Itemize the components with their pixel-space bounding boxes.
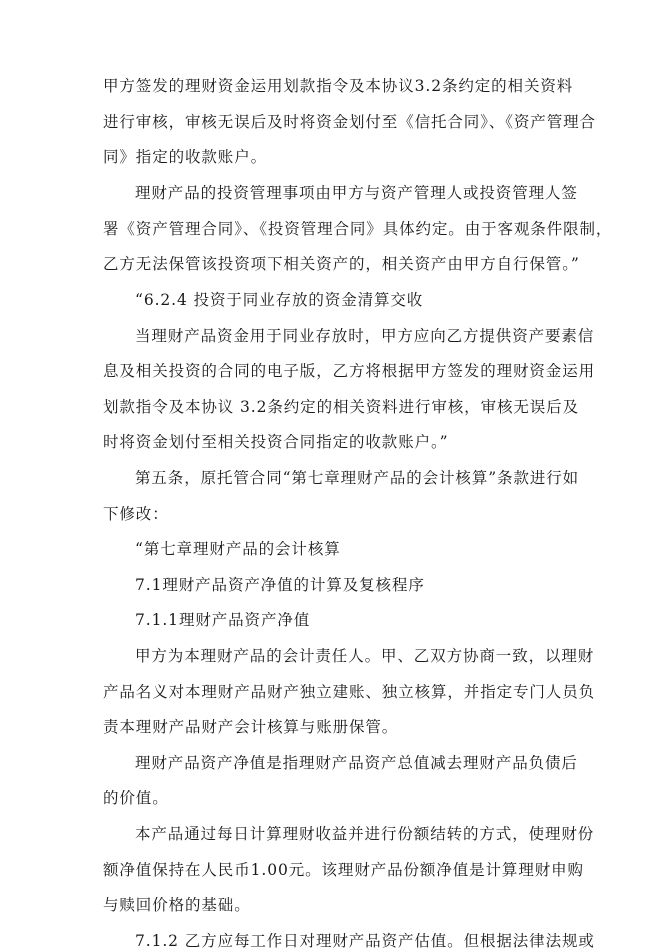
section-heading: “6.2.4 投资于同业存放的资金清算交收 — [135, 291, 424, 309]
text-line: 7.1.2 乙方应每工作日对理财产品资产估值。但根据法律法规或 — [135, 932, 595, 950]
text-line: 当理财产品资金用于同业存放时，甲方应向乙方提供资产要素信 — [135, 327, 595, 345]
text-line: 息及相关投资的合同的电子版，乙方将根据甲方签发的理财资金运用 — [103, 362, 596, 380]
text-line: 与赎回价格的基础。 — [103, 896, 251, 914]
text-line: 署《资产管理合同》、《投资管理合同》具体约定。由于客观条件限制， — [103, 220, 613, 238]
text-line: 责本理财产品财产会计核算与账册保管。 — [103, 718, 399, 736]
text-line: 乙方无法保管该投资项下相关资产的，相关资产由甲方自行保管。” — [103, 255, 580, 273]
text-line: 产品名义对本理财产品财产独立建账、独立核算，并指定专门人员负 — [103, 683, 596, 701]
section-heading: “第七章理财产品的会计核算 — [135, 540, 341, 558]
text-line: 理财产品的投资管理事项由甲方与资产管理人或投资管理人签 — [135, 184, 578, 202]
text-line: 第五条，原托管合同“第七章理财产品的会计核算”条款进行如 — [135, 469, 580, 487]
text-line: 划款指令及本协议 3.2条约定的相关资料进行审核，审核无误后及 — [103, 398, 579, 416]
text-line: 理财产品资产净值是指理财产品资产总值减去理财产品负债后 — [135, 754, 578, 772]
text-line: 下修改： — [103, 505, 169, 523]
text-line: 甲方签发的理财资金运用划款指令及本协议3.2条约定的相关资料 — [103, 77, 574, 95]
text-line: 本产品通过每日计算理财收益并进行份额结转的方式，使理财份 — [135, 825, 595, 843]
text-line: 进行审核，审核无误后及时将资金划付至《信托合同》、《资产管理合 — [103, 113, 596, 131]
section-heading: 7.1.1理财产品资产净值 — [135, 611, 311, 629]
text-line: 同》指定的收款账户。 — [103, 148, 268, 166]
text-line: 的价值。 — [103, 789, 169, 807]
section-heading: 7.1理财产品资产净值的计算及复核程序 — [135, 576, 425, 594]
text-line: 甲方为本理财产品的会计责任人。甲、乙双方协商一致，以理财 — [135, 647, 595, 665]
text-line: 时将资金划付至相关投资合同指定的收款账户。” — [103, 433, 449, 451]
text-line: 额净值保持在人民币1.00元。该理财产品份额净值是计算理财申购 — [103, 861, 584, 879]
